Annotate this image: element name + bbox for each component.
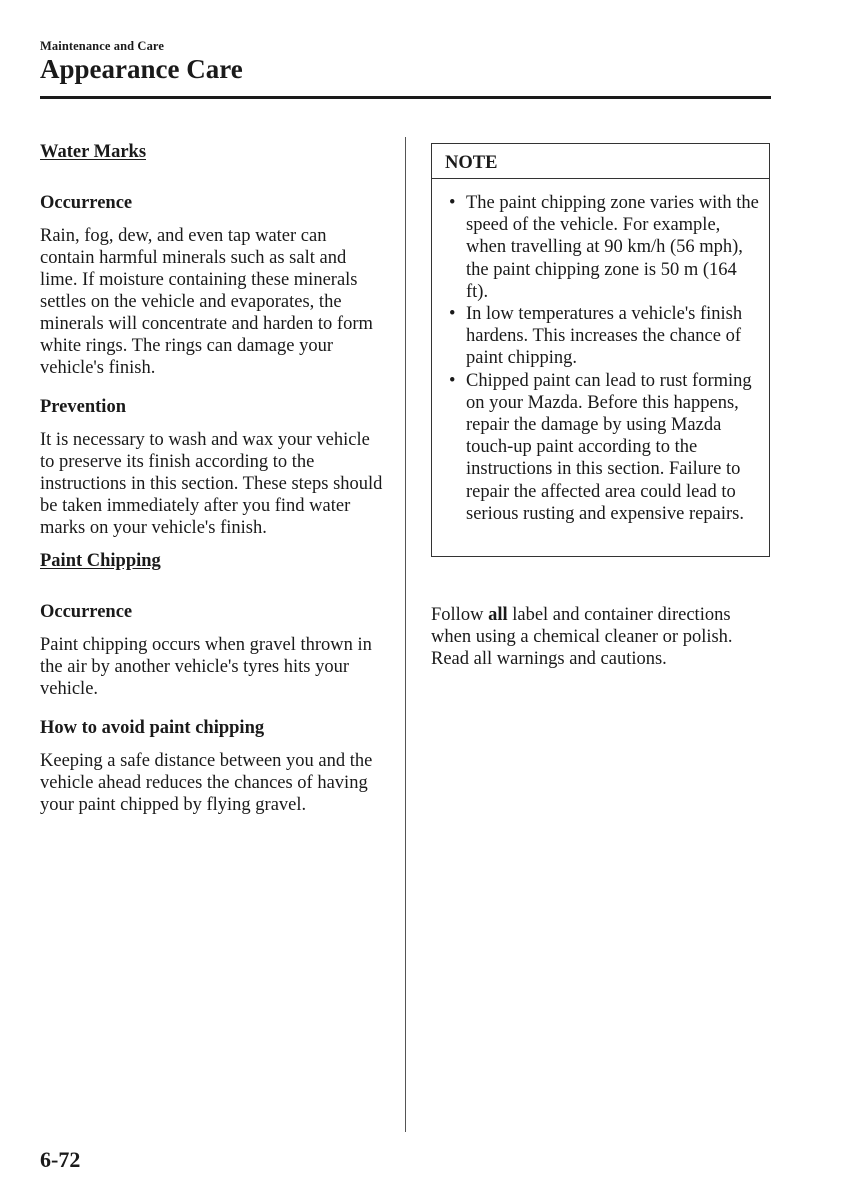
avoid-chipping-text: Keeping a safe distance between you and the vehicle ahead reduces the chances of having your paint chipped by flying gravel. bbox=[40, 751, 373, 815]
paint-chipping-heading: Paint Chipping bbox=[40, 551, 161, 571]
page-title: Appearance Care bbox=[40, 54, 243, 84]
note-item-text: Chipped paint can lead to rust forming on your Mazda. Before this happens, repair the damage by using Mazda touch-up paint according to the instructions in this section. Failure to repair the affected area could lead to serious rusting and expensive repairs. bbox=[466, 370, 752, 524]
bullet-icon: • bbox=[449, 193, 456, 213]
left-column bbox=[40, 141, 385, 816]
column-divider bbox=[405, 137, 406, 1132]
note-item-text: The paint chipping zone varies with the speed of the vehicle. For example, when travelling at 90 km/h (56 mph), the paint chipping zone is 50 m (164 ft). bbox=[466, 193, 759, 302]
bullet-icon: • bbox=[449, 370, 456, 391]
note-item bbox=[432, 192, 769, 303]
water-marks-prevention-heading: Prevention bbox=[40, 397, 126, 417]
note-item-text: In low temperatures a vehicle's finish hardens. This increases the chance of paint chipping. bbox=[466, 304, 743, 369]
paint-chipping-occurrence-heading: Occurrence bbox=[40, 602, 133, 622]
bullet-icon: • bbox=[449, 304, 456, 325]
note-title: NOTE bbox=[432, 144, 769, 179]
water-marks-prevention-text: It is necessary to wash and wax your vehicle to preserve its finish according to the instructions in this section. These steps should be taken immediately after you find water marks on your vehicle's finish. bbox=[40, 430, 383, 538]
paint-chipping-occurrence-text: Paint chipping occurs when gravel thrown in the air by another vehicle's tyres hits your vehicle. bbox=[40, 635, 372, 699]
note-list bbox=[432, 179, 769, 525]
follow-directions-text bbox=[431, 604, 771, 670]
water-marks-occurrence-heading: Occurrence bbox=[40, 193, 133, 213]
title-rule bbox=[40, 96, 771, 99]
water-marks-heading: Water Marks bbox=[40, 142, 147, 162]
follow-text-after: label and container directions when using a chemical cleaner or polish. Read all warnings and cautions. bbox=[431, 605, 733, 669]
note-item bbox=[432, 370, 769, 525]
follow-text-bold: all bbox=[488, 605, 508, 625]
water-marks-occurrence-text: Rain, fog, dew, and even tap water can contain harmful minerals such as salt and lime. If moisture containing these minerals settles on the vehicle and evaporates, the minerals will concentrate and harden to form white rings. The rings can damage your vehicle's finish. bbox=[40, 226, 373, 378]
page-number: 6-72 bbox=[40, 1147, 81, 1172]
avoid-chipping-heading: How to avoid paint chipping bbox=[40, 718, 265, 738]
note-box bbox=[431, 143, 770, 557]
note-item bbox=[432, 303, 769, 370]
follow-text-before: Follow bbox=[431, 605, 489, 625]
section-label: Maintenance and Care bbox=[40, 39, 164, 53]
